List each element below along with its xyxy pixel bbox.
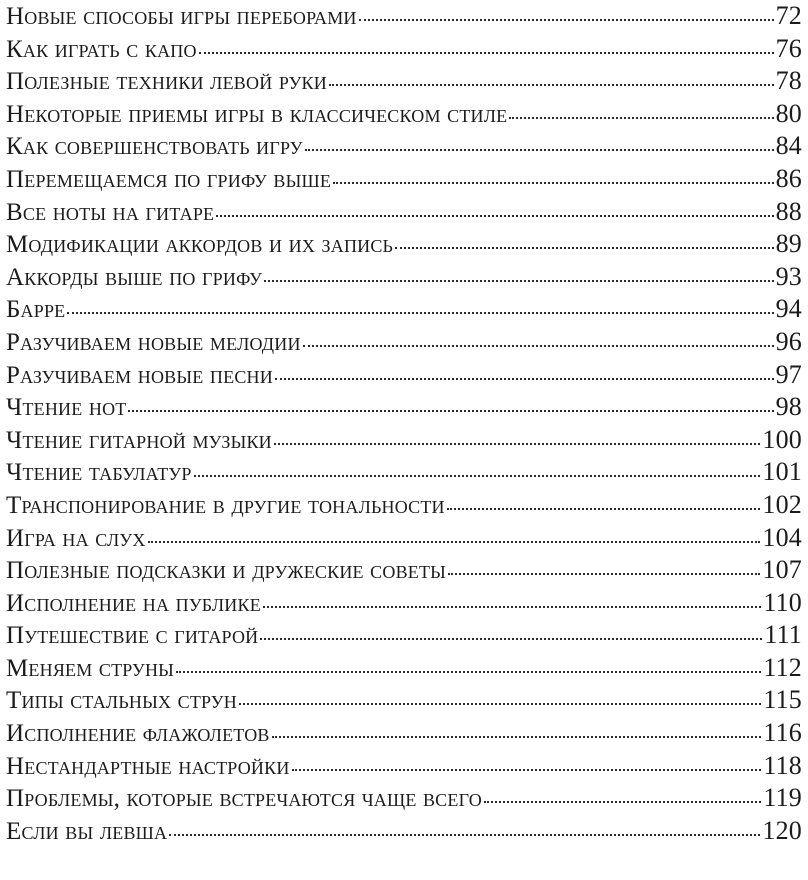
dot-leader	[176, 671, 761, 673]
toc-entry-title: Барре	[6, 296, 66, 324]
dot-leader	[359, 19, 774, 21]
dot-leader	[67, 312, 773, 314]
toc-entry-page: 119	[763, 783, 802, 813]
toc-entry-page: 120	[762, 815, 802, 845]
toc-entry-title: Меняем струны	[6, 654, 175, 682]
toc-entry[interactable]	[6, 587, 802, 620]
toc-entry-title: Новые способы игры переборами	[6, 3, 357, 30]
dot-leader	[448, 573, 760, 575]
dot-leader	[329, 84, 774, 86]
dot-leader	[447, 508, 761, 510]
dot-leader	[216, 215, 773, 217]
toc-entry-title: Как совершенствовать игру	[6, 133, 303, 161]
toc-entry-title: Исполнение на публике	[6, 589, 261, 617]
toc-entry-page: 100	[762, 424, 802, 454]
toc-entry-page: 104	[762, 522, 802, 552]
toc-entry-page: 102	[762, 489, 802, 519]
toc-entry[interactable]	[6, 750, 802, 783]
toc-entry[interactable]	[6, 652, 802, 685]
dot-leader	[305, 149, 774, 151]
toc-entry-title: Полезные подсказки и дружеские советы	[6, 557, 447, 585]
toc-entry[interactable]	[6, 456, 802, 489]
dot-leader	[128, 410, 773, 412]
dot-leader	[264, 280, 774, 282]
toc-entry-page: 111	[764, 620, 802, 650]
toc-entry[interactable]	[6, 782, 802, 815]
toc-entry-page: 107	[762, 555, 802, 585]
toc-entry[interactable]	[6, 554, 802, 587]
dot-leader	[275, 378, 774, 380]
toc-entry-title: Путешествие с гитарой	[6, 622, 259, 650]
dot-leader	[169, 834, 760, 836]
toc-entry-page: 98	[775, 392, 802, 422]
dot-leader	[260, 638, 762, 640]
toc-entry-page: 94	[775, 294, 802, 324]
toc-entry-title: Некоторые приемы игры в классическом стиле	[6, 100, 508, 128]
toc-entry[interactable]	[6, 98, 802, 131]
toc-entry-page: 110	[763, 587, 802, 617]
toc-entry-page: 112	[763, 652, 802, 682]
dot-leader	[395, 247, 774, 249]
toc-entry-title: Нестандартные настройки	[6, 752, 290, 780]
toc-entry-title: Проблемы, которые встречаются чаще всего	[6, 785, 482, 813]
toc-entry-title: Модификации аккордов и их запись	[6, 231, 394, 259]
toc-entry[interactable]	[6, 489, 802, 522]
toc-entry[interactable]	[6, 359, 802, 392]
toc-entry-page: 80	[775, 98, 802, 128]
toc-entry-page: 101	[762, 457, 802, 487]
dot-leader	[272, 736, 762, 738]
toc-entry-title: Все ноты на гитаре	[6, 198, 215, 226]
toc-entry[interactable]	[6, 326, 802, 359]
dot-leader	[194, 475, 761, 477]
toc-entry-page: 88	[775, 196, 802, 226]
toc-entry[interactable]	[6, 293, 802, 326]
dot-leader	[509, 117, 773, 119]
toc-entry-page: 97	[775, 359, 802, 389]
dot-leader	[274, 443, 761, 445]
toc-entry-title: Полезные техники левой руки	[6, 68, 327, 96]
dot-leader	[333, 182, 774, 184]
toc-entry-title: Разучиваем новые мелодии	[6, 328, 301, 356]
toc-entry[interactable]	[6, 815, 802, 848]
dot-leader	[199, 52, 774, 54]
toc-entry-title: Чтение табулатур	[6, 459, 192, 487]
dot-leader	[263, 606, 761, 608]
dot-leader	[148, 541, 761, 543]
toc-entry[interactable]	[6, 0, 802, 33]
toc-entry-title: Чтение нот	[6, 394, 127, 422]
toc-entry-title: Чтение гитарной музыки	[6, 426, 272, 454]
dot-leader	[303, 345, 774, 347]
toc-entry[interactable]	[6, 33, 802, 66]
toc-entry[interactable]	[6, 228, 802, 261]
toc-entry-page: 115	[763, 685, 802, 715]
toc-entry-page: 93	[775, 261, 802, 291]
toc-entry-title: Как играть с капо	[6, 35, 197, 63]
toc-entry-title: Игра на слух	[6, 524, 146, 552]
toc-entry-title: Аккорды выше по грифу	[6, 263, 263, 291]
toc-entry-page: 118	[763, 750, 802, 780]
toc-entry[interactable]	[6, 65, 802, 98]
toc-entry[interactable]	[6, 424, 802, 457]
toc-entry-title: Транспонирование в другие тональности	[6, 491, 445, 519]
toc-entry[interactable]	[6, 196, 802, 229]
toc-entry-title: Исполнение флажолетов	[6, 720, 270, 748]
toc-entry-page: 78	[775, 66, 802, 96]
toc-entry[interactable]	[6, 391, 802, 424]
toc-entry[interactable]	[6, 684, 802, 717]
toc-entry[interactable]	[6, 130, 802, 163]
toc-entry[interactable]	[6, 522, 802, 555]
toc-entry[interactable]	[6, 163, 802, 196]
toc-entry-title: Если вы левша	[6, 817, 168, 845]
toc-entry[interactable]	[6, 717, 802, 750]
toc-entry[interactable]	[6, 619, 802, 652]
table-of-contents	[6, 0, 802, 847]
toc-entry-page: 116	[763, 718, 802, 748]
toc-entry-title: Типы стальных струн	[6, 687, 237, 715]
toc-entry-page: 89	[775, 229, 802, 259]
toc-entry-page: 84	[775, 131, 802, 161]
toc-entry[interactable]	[6, 261, 802, 294]
toc-entry-title: Разучиваем новые песни	[6, 361, 273, 389]
dot-leader	[484, 801, 761, 803]
toc-entry-page: 86	[775, 163, 802, 193]
toc-entry-page: 76	[775, 33, 802, 63]
toc-entry-page: 96	[775, 326, 802, 356]
toc-entry-title: Перемещаемся по грифу выше	[6, 165, 332, 193]
dot-leader	[292, 769, 762, 771]
dot-leader	[239, 703, 761, 705]
toc-entry-page: 72	[775, 1, 802, 30]
